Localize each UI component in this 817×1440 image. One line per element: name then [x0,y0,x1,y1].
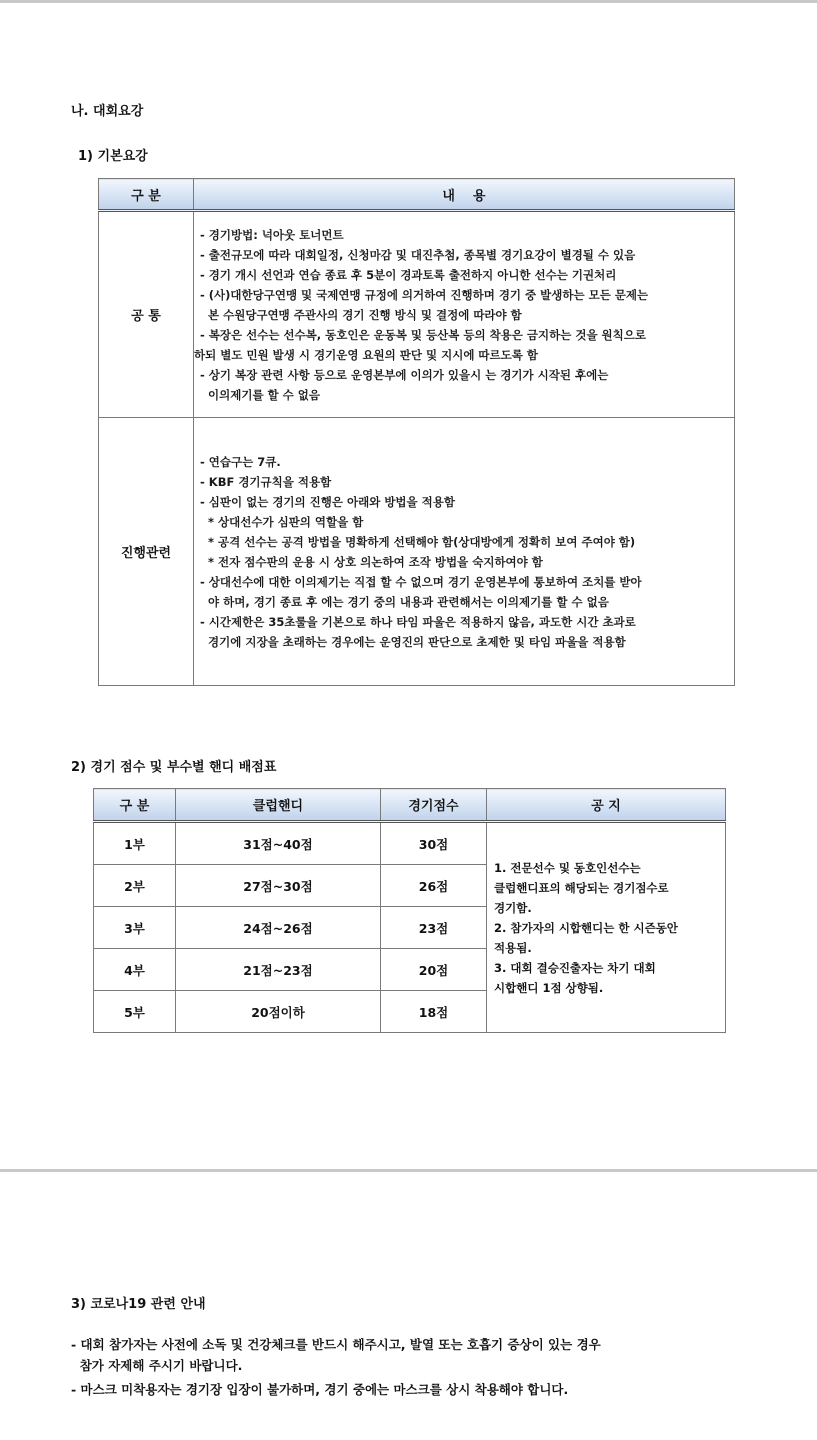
content-line: 경기에 지장을 초래하는 경우에는 운영진의 판단으로 초제한 및 타임 파울을 적용함 [200,634,626,649]
handicap-score-table [93,788,726,1033]
score-cell: 18점 [381,991,487,1033]
row-label-common: 공 통 [99,211,194,418]
page-break-divider [0,1169,817,1172]
handicap-cell: 31점~40점 [176,822,381,865]
header-category: 구 분 [99,179,194,211]
table-row [94,822,726,865]
content-line: - (사)대한당구연맹 및 국제연맹 규정에 의거하여 진행하며 경기 중 발생하는 모든 문제는 [200,287,649,302]
division-cell: 3부 [94,907,176,949]
table-header-row [99,179,735,211]
header-game-score: 경기점수 [381,789,487,822]
notice-line: 1. 전문선수 및 동호인선수는 [494,860,641,875]
handicap-cell: 24점~26점 [176,907,381,949]
basic-rules-table [98,178,735,686]
content-line: - 시간제한은 35초룰을 기본으로 하나 타임 파울은 적용하지 않음, 과도한 시간 초과로 [200,614,636,629]
covid-line: - 대회 참가자는 사전에 소독 및 건강체크를 반드시 해주시고, 발열 또는 호흡기 증상이 있는 경우 [71,1337,601,1352]
content-line: - 상대선수에 대한 이의제기는 직접 할 수 없으며 경기 운영본부에 통보하여 조치를 받아 [200,574,642,589]
handicap-cell: 20점이하 [176,991,381,1033]
table-header-row [94,789,726,822]
notice-line: 2. 참가자의 시합핸디는 한 시즌동안 [494,920,678,935]
content-line: - KBF 경기규칙을 적용함 [200,474,332,489]
content-line: - 심판이 없는 경기의 진행은 아래와 방법을 적용함 [200,494,455,509]
division-cell: 5부 [94,991,176,1033]
row-label-progress: 진행관련 [99,418,194,686]
table-row-common [99,211,735,418]
header-notice: 공 지 [487,789,726,822]
content-line: 야 하며, 경기 종료 후 에는 경기 중의 내용과 관련해서는 이의제기를 할 수 없음 [200,594,609,609]
header-division: 구 분 [94,789,176,822]
page-top-divider [0,0,817,3]
content-line: * 상대선수가 심판의 역할을 함 [200,514,364,529]
score-table-title: 2) 경기 점수 및 부수별 핸디 배점표 [71,760,277,775]
score-cell: 26점 [381,865,487,907]
content-line: - 경기 개시 선언과 연습 종료 후 5분이 경과토록 출전하지 아니한 선수는 기권처리 [200,267,617,282]
content-line: 본 수원당구연맹 주관사의 경기 진행 방식 및 결정에 따라야 함 [200,307,522,322]
content-line: - 출전규모에 따라 대회일정, 신청마감 및 대진추첨, 종목별 경기요강이 별경될 수 있음 [200,247,636,262]
notice-line: 시합핸디 1점 상향됨. [494,980,604,995]
score-cell: 23점 [381,907,487,949]
row-content-common [194,211,735,418]
content-line: - 상기 복장 관련 사항 등으로 운영본부에 이의가 있을시 는 경기가 시작된 후에는 [200,367,609,382]
notice-line: 3. 대회 결승진출자는 차기 대회 [494,960,656,975]
division-cell: 4부 [94,949,176,991]
section-title: 나. 대회요강 [71,104,144,119]
notice-cell [487,822,726,1033]
covid-title: 3) 코로나19 관련 안내 [71,1297,206,1312]
header-club-handicap: 클럽핸디 [176,789,381,822]
content-line: - 경기방법: 넉아웃 토너먼트 [200,227,344,242]
table-row-progress [99,418,735,686]
division-cell: 2부 [94,865,176,907]
header-content: 내 용 [194,179,735,211]
content-line: 하되 별도 민원 발생 시 경기운영 요원의 판단 및 지시에 따르도록 함 [194,347,538,362]
handicap-cell: 21점~23점 [176,949,381,991]
score-cell: 20점 [381,949,487,991]
row-content-progress [194,418,735,686]
score-cell: 30점 [381,822,487,865]
division-cell: 1부 [94,822,176,865]
notice-line: 경기함. [494,900,532,915]
covid-line: 참가 자제해 주시기 바랍니다. [71,1358,243,1373]
content-line: * 공격 선수는 공격 방법을 명확하게 선택해야 함(상대방에게 정확히 보여 주여야 함) [200,534,636,549]
notice-line: 클럽핸디표의 해당되는 경기점수로 [494,880,669,895]
content-line: - 복장은 선수는 선수복, 동호인은 운동복 및 등산복 등의 착용은 금지하는 것을 원칙으로 [200,327,646,342]
covid-line: - 마스크 미착용자는 경기장 입장이 불가하며, 경기 중에는 마스크를 상시 착용해야 합니다. [71,1382,569,1397]
content-line: - 연습구는 7큐. [200,454,281,469]
content-line: * 전자 점수판의 운용 시 상호 의논하여 조작 방법을 숙지하여야 함 [200,554,543,569]
handicap-cell: 27점~30점 [176,865,381,907]
basic-rules-title: 1) 기본요강 [78,149,148,164]
notice-line: 적용됨. [494,940,532,955]
content-line: 이의제기를 할 수 없음 [200,387,320,402]
